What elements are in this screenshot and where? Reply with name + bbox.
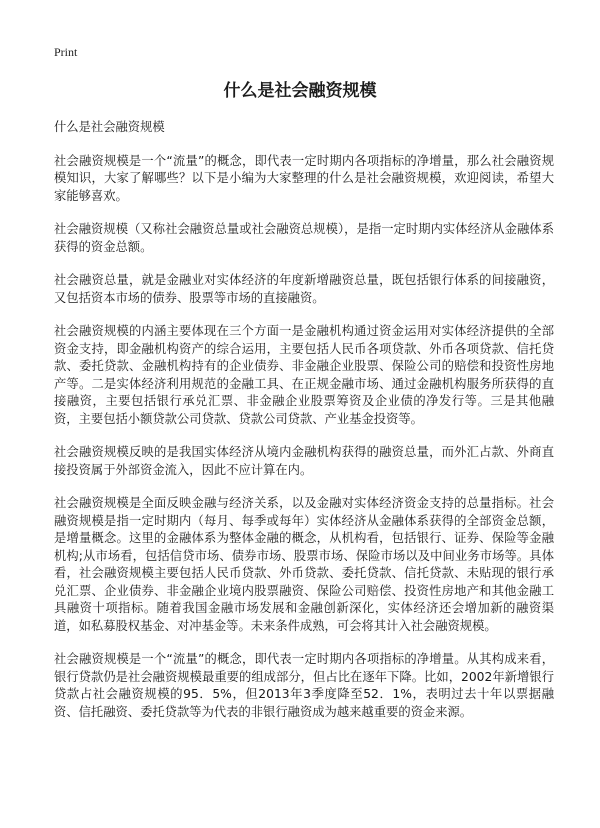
paragraph-7: 社会融资规模是一个“流量”的概念，即代表一定时期内各项指标的净增量。从其构成来看，银行贷款仍是社会融资规模最重要的组成部分，但占比在逐年下降。比如，2002年新增银行贷款占社会融资规模的95．5%，但2013年3季度降至52．1%，表明过去十年以票据融资、信托融资、委托贷款等为代表的非银行融资成为越来越重要的资金来源。 bbox=[54, 652, 554, 719]
article-body bbox=[54, 119, 554, 737]
paragraph-3: 社会融资总量，就是金融业对实体经济的年度新增融资总量，既包括银行体系的间接融资，又包括资本市场的债券、股票等市场的直接融资。 bbox=[54, 273, 554, 305]
article-subtitle: 什么是社会融资规模 bbox=[54, 120, 165, 134]
paragraph-1: 社会融资规模是一个“流量”的概念，即代表一定时期内各项指标的净增量，那么社会融资规模知识，大家了解哪些？以下是小编为大家整理的什么是社会融资规模，欢迎阅读，希望大家能够喜欢。 bbox=[54, 153, 554, 203]
print-link[interactable]: Print bbox=[54, 45, 78, 59]
paragraph-5: 社会融资规模反映的是我国实体经济从境内金融机构获得的融资总量，而外汇占款、外商直接投资属于外部资金流入，因此不应计算在内。 bbox=[54, 445, 554, 477]
paragraph-2: 社会融资规模（又称社会融资总量或社会融资总规模），是指一定时期内实体经济从金融体系获得的资金总额。 bbox=[54, 222, 554, 254]
paragraph-4: 社会融资规模的内涵主要体现在三个方面一是金融机构通过资金运用对实体经济提供的全部资金支持，即金融机构资产的综合运用，主要包括人民币各项贷款、外币各项贷款、信托贷款、委托贷款、金融机构持有的企业债券、非金融企业股票、保险公司的赔偿和投资性房地产等。二是实体经济利用规范的金融工具、在正规金融市场、通过金融机构服务所获得的直接融资，主要包括银行承兑汇票、非金融企业股票筹资及企业债的净发行等。三是其他融资，主要包括小额贷款公司贷款、贷款公司贷款、产业基金投资等。 bbox=[54, 324, 554, 426]
paragraph-6: 社会融资规模是全面反映金融与经济关系，以及金融对实体经济资金支持的总量指标。社会融资规模是指一定时期内（每月、每季或每年）实体经济从金融体系获得的全部资金总额，是增量概念。这里的金融体系为整体金融的概念，从机构看，包括银行、证券、保险等金融机构;从市场看，包括信贷市场、债券市场、股票市场、保险市场以及中间业务市场等。具体看，社会融资规模主要包括人民币贷款、外币贷款、委托贷款、信托贷款、未贴现的银行承兑汇票、企业债券、非金融企业境内股票融资、保险公司赔偿、投资性房地产和其他金融工具融资十项指标。随着我国金融市场发展和金融创新深化，实体经济还会增加新的融资渠道，如私募股权基金、对冲基金等。未来条件成熟，可会将其计入社会融资规模。 bbox=[54, 496, 554, 633]
page-title: 什么是社会融资规模 bbox=[223, 81, 377, 101]
